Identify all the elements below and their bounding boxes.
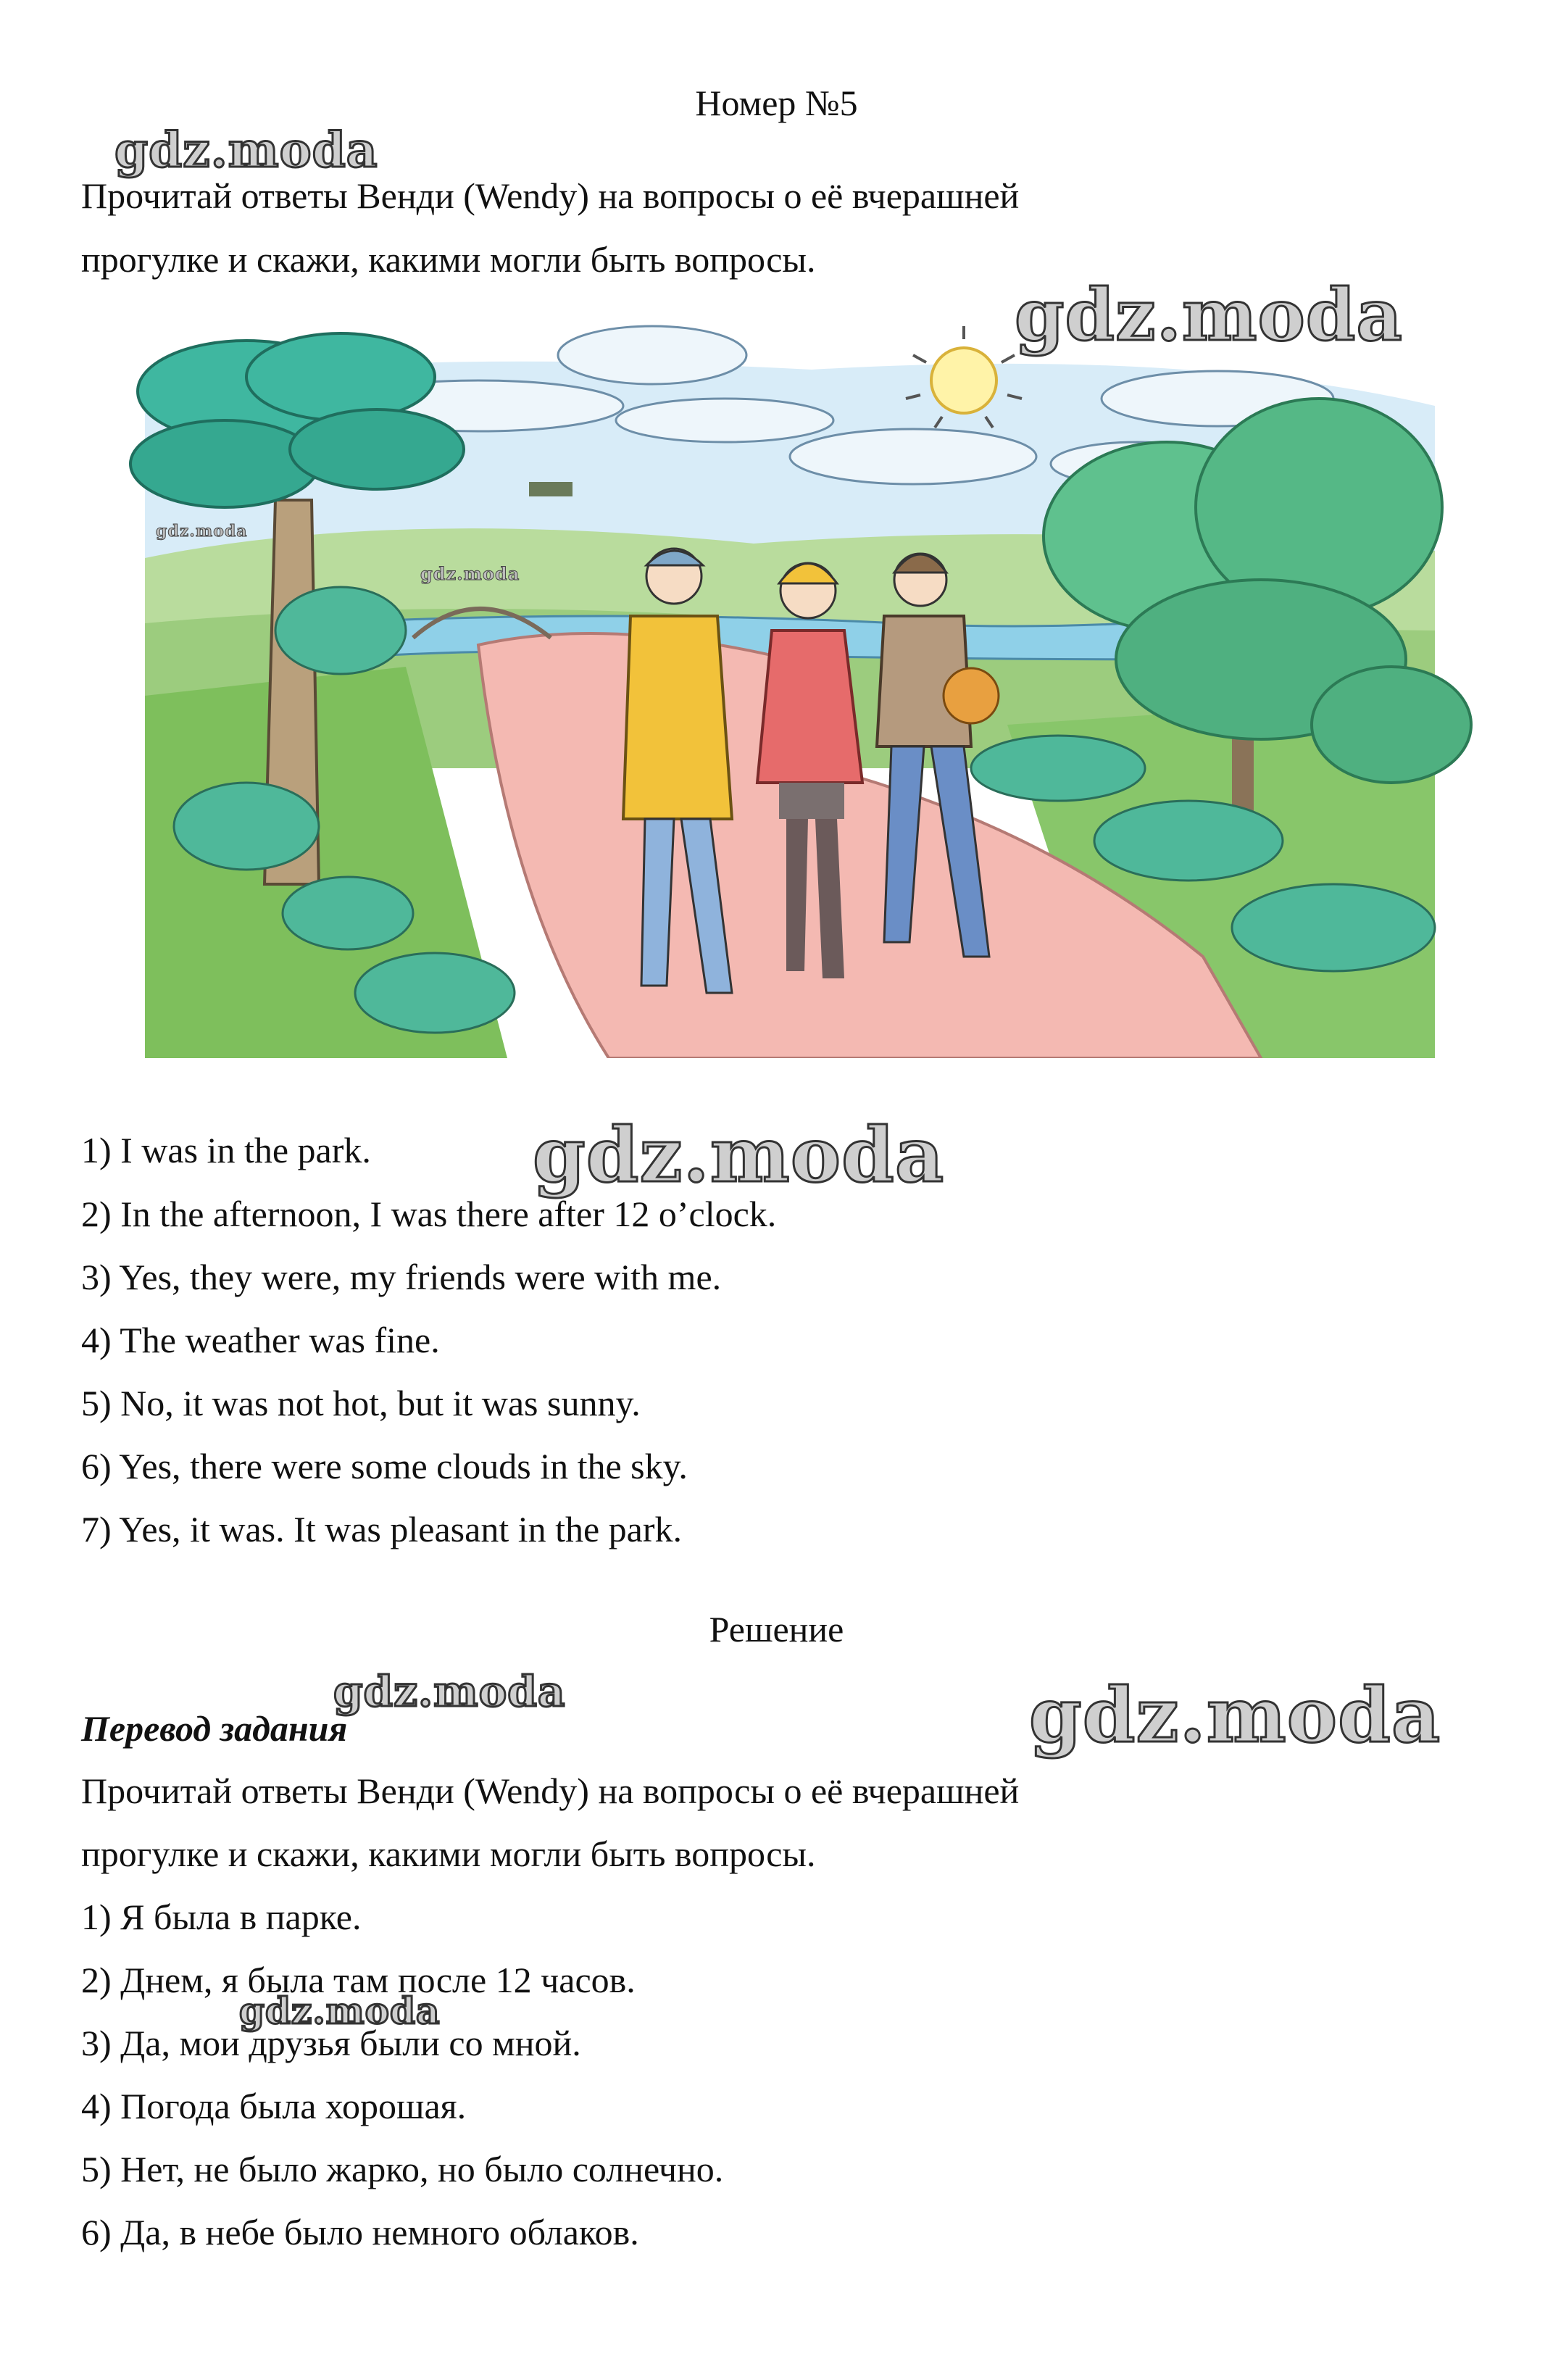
answer-5: 5) No, it was not hot, but it was sunny. [81,1383,641,1423]
translation-item-6: 6) Да, в небе было немного облаков. [81,2212,639,2252]
translation-line-2: прогулке и скажи, какими могли быть вопросы. [81,1834,816,1874]
watermark-logo: gdz.moda [333,1667,566,1716]
answer-7: 7) Yes, it was. It was pleasant in the park. [81,1509,683,1549]
answer-6: 6) Yes, there were some clouds in the sky. [81,1446,688,1486]
translation-item-5: 5) Нет, не было жарко, но было солнечно. [81,2149,724,2189]
watermark-logo: gdz.moda [115,122,378,178]
page-title: Номер №5 [695,83,858,123]
task-line-1: Прочитай ответы Венди (Wendy) на вопросы о её вчерашней [81,175,1020,216]
translation-heading: Перевод задания [81,1708,348,1749]
watermark-logo: gdz.moda [1015,274,1403,357]
answer-2: 2) In the afternoon, I was there after 12 o’clock. [81,1194,777,1234]
watermark-logo: gdz.moda [156,522,248,541]
answer-4: 4) The weather was fine. [81,1320,440,1360]
watermark-logo: gdz.moda [239,1989,441,2032]
translation-line-1: Прочитай ответы Венди (Wendy) на вопросы о её вчерашней [81,1771,1020,1811]
translation-item-4: 4) Погода была хорошая. [81,2086,467,2126]
answer-1: 1) I was in the park. [81,1130,371,1170]
watermark-logo: gdz.moda [533,1110,945,1199]
translation-item-3: 3) Да, мои друзья были со мной. [81,2023,581,2063]
task-line-2: прогулке и скажи, какими могли быть вопросы. [81,239,816,280]
solution-heading: Решение [709,1609,844,1649]
translation-item-2: 2) Днем, я была там после 12 часов. [81,1960,636,2000]
watermark-logo: gdz.moda [420,563,520,584]
translation-item-1: 1) Я была в парке. [81,1897,362,1937]
answer-3: 3) Yes, they were, my friends were with me. [81,1257,722,1297]
watermark-logo: gdz.moda [1029,1670,1441,1760]
park-illustration [101,319,1478,1058]
